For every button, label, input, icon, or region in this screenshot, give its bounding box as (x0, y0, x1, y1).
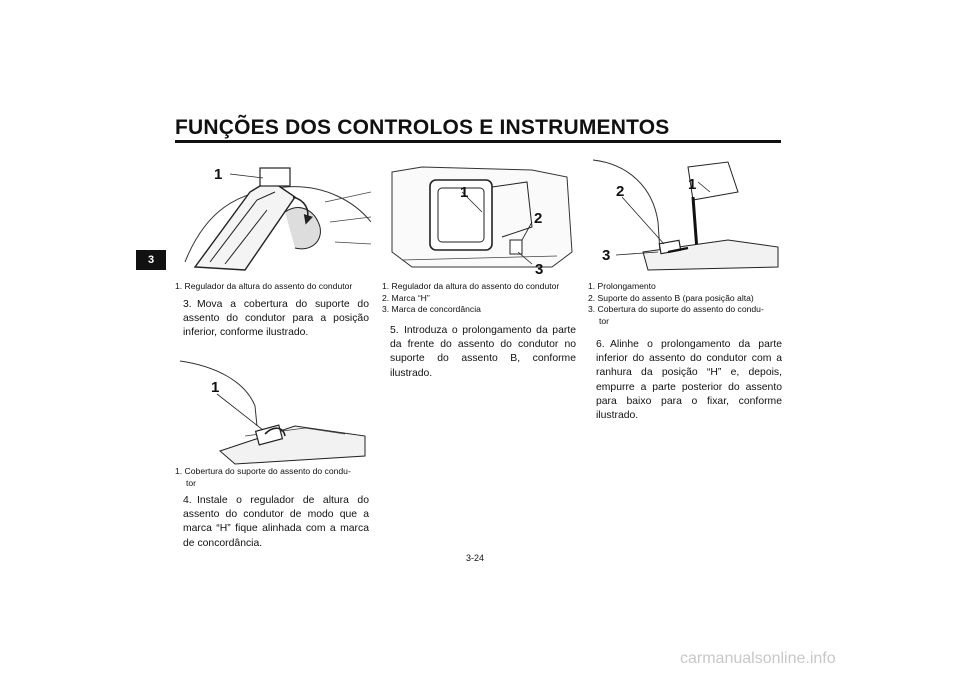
figure-seat-extension (588, 152, 784, 274)
callout-1: 1 (460, 184, 469, 201)
step-number: 5. (390, 325, 399, 336)
chapter-tab: 3 (136, 250, 166, 270)
callout-3: 3 (535, 261, 544, 274)
figure-seat-height-adjuster (175, 152, 371, 274)
callout-3: 3 (602, 247, 611, 264)
caption-line: 2. Marca “H” (382, 292, 430, 303)
step-5 (390, 324, 576, 381)
caption-line: tor (186, 477, 197, 488)
page-number: 3-24 (466, 553, 485, 563)
figure-seat-bracket-cover (175, 356, 371, 466)
step-text: Mova a cobertura do suporte do assento do condutor para a posição inferior, conforme ilustrado. (183, 299, 369, 339)
caption-line: 1. Regulador da altura do assento do condutor (382, 281, 560, 291)
callout-1: 1 (211, 379, 220, 396)
callout-2: 2 (616, 183, 625, 200)
figure-1-captions (175, 281, 375, 293)
caption-line: 3. Cobertura do suporte do assento do condu- (588, 304, 764, 314)
caption-line: 1. Prolongamento (588, 281, 656, 291)
caption-line: 3. Marca de concordância (382, 304, 481, 314)
step-number: 3. (183, 299, 192, 310)
step-text: Instale o regulador de altura do assento do condutor de modo que a marca “H” fique alinhada com a marca de concordância. (183, 495, 369, 549)
figure-3-illustration (382, 152, 578, 274)
figure-3-captions (382, 281, 582, 316)
callout-1: 1 (688, 176, 697, 193)
step-number: 4. (183, 495, 192, 506)
figure-4-illustration (588, 152, 784, 274)
caption-line: tor (599, 315, 610, 326)
step-number: 6. (596, 339, 605, 350)
title-rule (175, 140, 781, 143)
caption-line: 2. Suporte do assento B (para posição alta) (588, 292, 754, 303)
step-4 (183, 494, 369, 551)
figure-2-captions (175, 466, 375, 489)
figure-1-illustration (175, 152, 371, 274)
step-6 (596, 338, 782, 423)
figure-h-mark-alignment (382, 152, 578, 274)
callout-2: 2 (534, 210, 543, 227)
figure-4-captions (588, 281, 788, 327)
callout-1: 1 (214, 166, 223, 183)
caption-line: 1. Cobertura do suporte do assento do condu- (175, 466, 351, 476)
page-title: FUNÇÕES DOS CONTROLOS E INSTRUMENTOS (175, 116, 670, 139)
watermark: carmanualsonline.info (680, 650, 836, 667)
caption-line: 1. Regulador da altura do assento do condutor (175, 281, 353, 291)
step-text: Introduza o prolongamento da parte da frente do assento do condutor no suporte do assento B, conforme ilustrado. (390, 325, 576, 379)
step-text: Alinhe o prolongamento da parte inferior do assento do condutor com a ranhura da posição “H” e, depois, empurre a parte posterior do assento para baixo para o fixar, conforme ilustrado. (596, 339, 782, 422)
figure-2-illustration (175, 356, 371, 466)
step-3 (183, 298, 369, 341)
